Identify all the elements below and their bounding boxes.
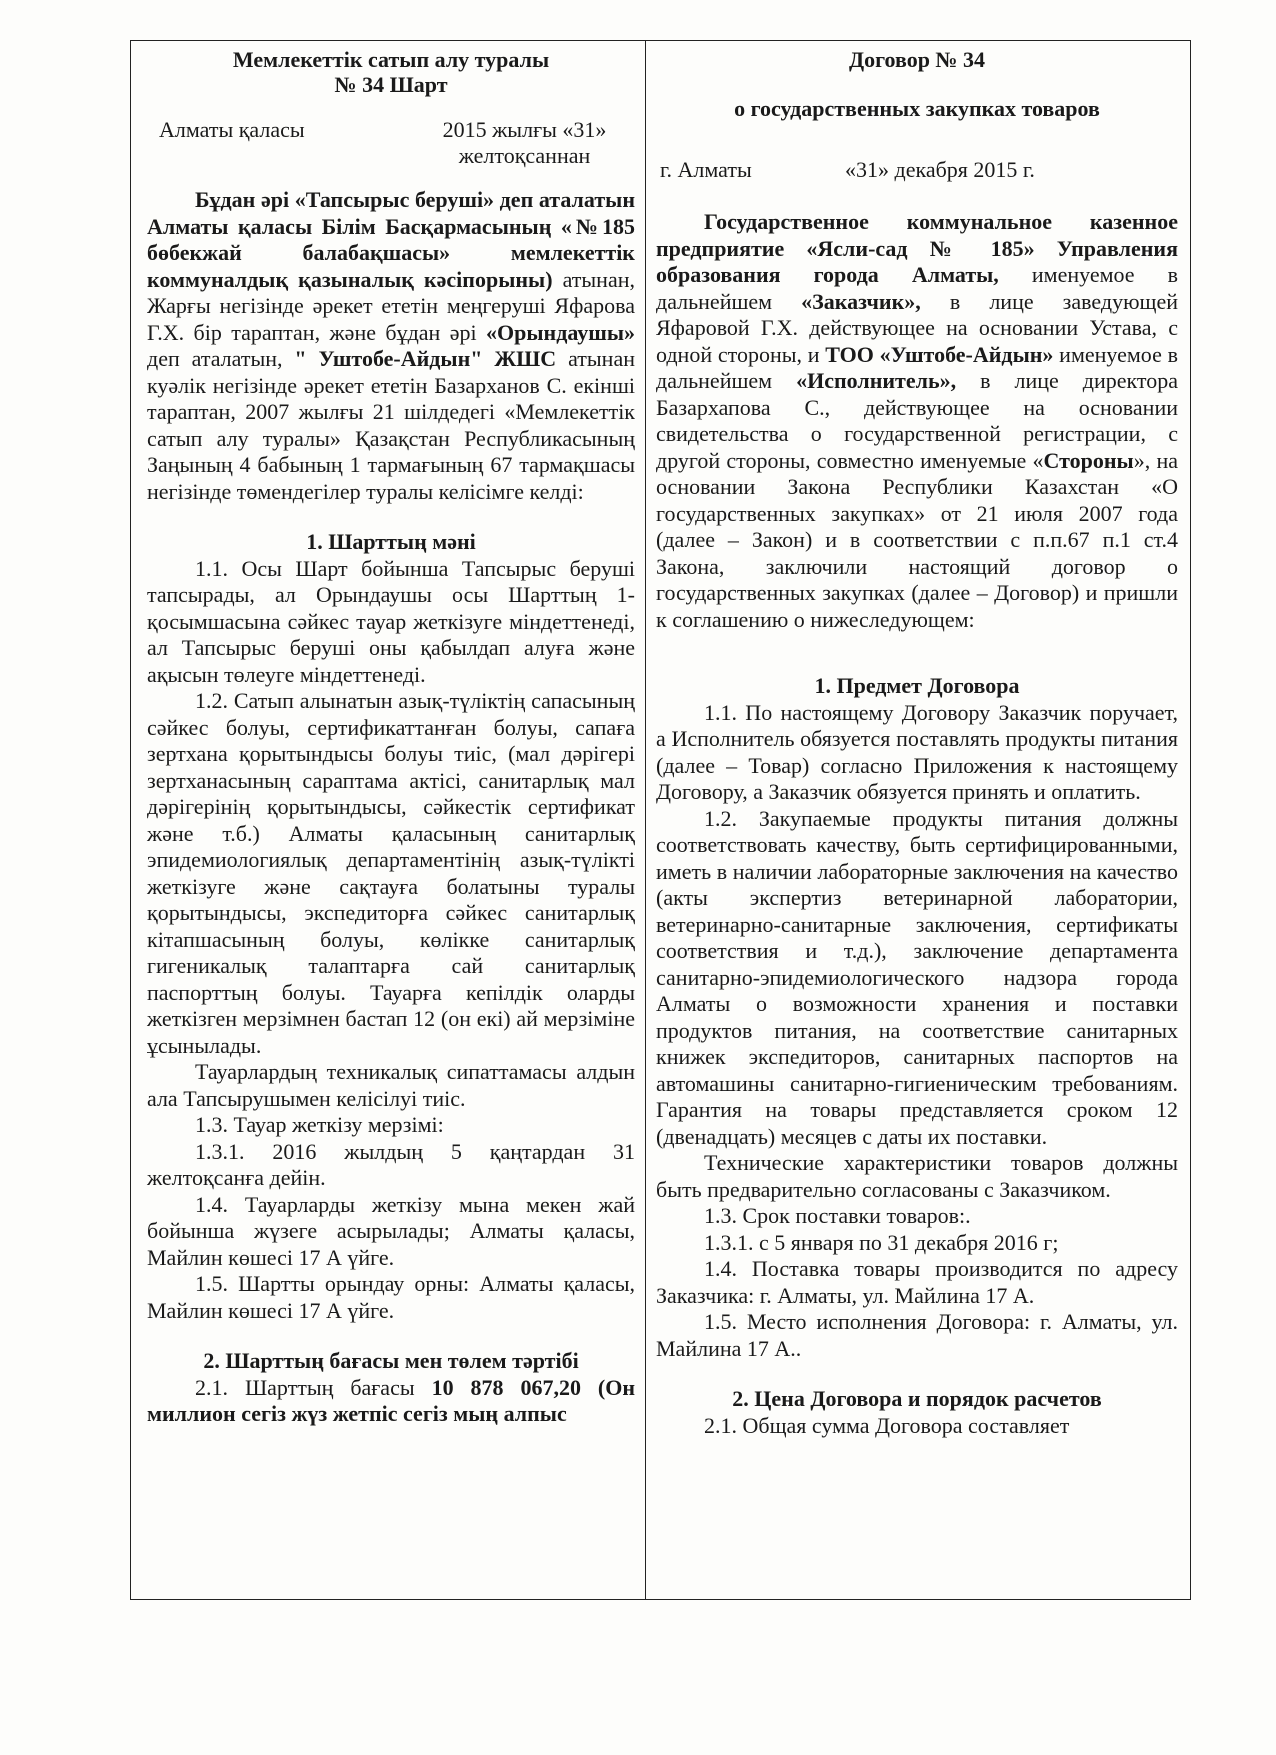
ru-clause-1-5: 1.5. Место исполнения Договора: г. Алматы, ул. Майлина 17 А.. xyxy=(656,1309,1178,1361)
kz-title-line-1: Мемлекеттік сатып алу туралы xyxy=(232,47,550,72)
ru-clause-1-1: 1.1. По настоящему Договору Заказчик поручает, а Исполнитель обязуется поставлять продукты питания (далее – Товар) согласно Приложения к настоящему Договору, а Заказчик обязуется принять и оплатить. xyxy=(656,699,1178,804)
ru-city: г. Алматы xyxy=(660,157,752,182)
kz-place-date xyxy=(147,117,635,169)
ru-preamble: Государственное коммунальное казенное предприятие «Ясли-сад № 185» Управления образования города Алматы, именуемое в дальнейшем «Заказчик», в лице заведующей Яфаровой Г.Х. действующее на основании Устава, с одной стороны, и ТОО «Уштобе-Айдын» именуемое в дальнейшем «Исполнитель», в лице директора Базархапова С., действующее на основании свидетельства о государственной регистрации, с другой стороны, совместно именуемые «Стороны», на основании Закона Республики Казахстан «О государственных закупках» от 21 июля 2007 года (далее – Закон) и в соответствии с п.п.67 п.1 ст.4 Закона, заключили настоящий договор о государственных закупках (далее – Договор) и пришли к соглашению о нижеследующем: xyxy=(656,209,1178,632)
kz-clause-1-3-1: 1.3.1. 2016 жылдың 5 қаңтардан 31 желтоқсанға дейін. xyxy=(147,1138,635,1190)
ru-clause-2-1: 2.1. Общая сумма Договора составляет xyxy=(704,1412,1070,1438)
kz-preamble: Бұдан әрі «Тапсырыс беруші» деп аталатын Алматы қаласы Білім Басқармасының «№185 бөбекжай балабақшасы» мемлекеттік коммуналдық қазыналық кәсіпорыны) атынан, Жарғы негізінде әрекет ететін меңгеруші Яфарова Г.Х. бір тараптан, және бұдан әрі «Орындаушы» деп аталатын, " Уштобе-Айдын" ЖШС атынан куәлік негізінде әрекет ететін Базарханов С. екінші тараптан, 2007 жылғы 21 шілдедегі «Мемлекеттік сатып алу туралы» Қазақстан Республикасының Заңының 4 бабының 1 тармағының 67 тармақшасы негізінде төмендегілер туралы келісімге келді: xyxy=(147,187,635,504)
kz-clause-2-1: 2.1. Шарттың бағасы 10 878 067,20 (Он миллион сегіз жүз жетпіс сегіз мың алпыс xyxy=(147,1374,635,1426)
ru-clause-1-3-1: 1.3.1. с 5 января по 31 декабря 2016 г; xyxy=(704,1229,1059,1255)
ru-clause-tech: Технические характеристики товаров должны быть предварительно согласованы с Заказчиком. xyxy=(656,1150,1178,1202)
kz-clause-1-4: 1.4. Тауарларды жеткізу мына мекен жай бойынша жүзеге асырылады; Алматы қаласы, Майлин көшесі 17 А үйге. xyxy=(147,1191,635,1270)
ru-section-2-heading: 2. Цена Договора и порядок расчетов xyxy=(732,1386,1102,1411)
ru-title-line-1: Договор № 34 xyxy=(848,47,986,72)
kz-section-1-heading: 1. Шарттың мәні xyxy=(306,529,476,554)
bilingual-contract-table xyxy=(130,40,1191,1600)
kz-section-2-heading: 2. Шарттың бағасы мен төлем тәртібі xyxy=(203,1348,579,1373)
russian-column xyxy=(646,41,1190,1599)
ru-clause-1-2: 1.2. Закупаемые продукты питания должны соответствовать качеству, быть сертифицированными, иметь в наличии лабораторные заключения на качество (акты экспертиз ветеринарной лаборатории, ветеринарно-санитарные заключения, сертификаты соответствия и т.д.), заключение департамента санитарно-эпидемиологического надзора города Алматы о возможности хранения и поставки продуктов питания, на соответствие санитарных книжек экспедиторов, санитарных паспортов на автомашины санитарно-гигиеническим требованиям. Гарантия на товары представляется сроком 12 (двенадцать) месяцев с даты их поставки. xyxy=(656,805,1178,1149)
kz-clause-1-5: 1.5. Шартты орындау орны: Алматы қаласы, Майлин көшесі 17 А үйге. xyxy=(147,1271,635,1323)
ru-date: «31» декабря 2015 г. xyxy=(845,157,1035,182)
kz-clause-1-1: 1.1. Осы Шарт бойынша Тапсырыс беруші тапсырады, ал Орындаушы осы Шарттың 1-қосымшасына сәйкес тауар жеткізуге міндеттенеді, ал Тапсырыс беруші оны қабылдап алуға және ақысын төлеуге міндеттенеді. xyxy=(147,555,635,687)
kz-date-line-2: желтоқсаннан xyxy=(458,143,591,168)
kz-clause-1-3: 1.3. Тауар жеткізу мерзімі: xyxy=(195,1112,444,1137)
ru-clause-1-4: 1.4. Поставка товары производится по адресу Заказчика: г. Алматы, ул. Майлина 17 А. xyxy=(656,1256,1178,1308)
ru-title-line-2: о государственных закупках товаров xyxy=(734,96,1100,121)
ru-clause-1-3: 1.3. Срок поставки товаров:. xyxy=(704,1203,971,1228)
kz-date xyxy=(404,117,635,169)
kazakh-column xyxy=(131,41,646,1599)
kz-clause-tech: Тауарлардың техникалық сипаттамасы алдын ала Тапсырушымен келісілуі тиіс. xyxy=(147,1059,635,1111)
ru-section-1-heading: 1. Предмет Договора xyxy=(814,673,1020,698)
kz-date-line-1: 2015 жылғы «31» xyxy=(442,117,607,142)
kz-title-line-2: № 34 Шарт xyxy=(334,72,448,97)
ru-place-date xyxy=(656,157,1178,183)
kz-city: Алматы қаласы xyxy=(159,117,305,142)
kz-clause-1-2: 1.2. Сатып алынатын азық-түліктің сапасының сәйкес болуы, сертификаттанған болуы, сапаға зертхана қорытындысы болуы тиіс, (мал дәрігері зертханасының сараптама актісі, санитарлық мал дәрігерінің қорытындысы, сәйкестік сертификат және т.б.) Алматы қаласының санитарлық эпидемиологиялық департаментінің азық-түлікті жеткізуге және сақтауға болатыны туралы қорытындысы, экспедиторға сәйкес санитарлық кітапшасының болуы, көлікке санитарлық гигеникалық талаптарға сай санитарлық паспорттың болуы. Тауарға кепілдік оларды жеткізген мерзімнен бастап 12 (он екі) ай мерзіміне ұсынылады. xyxy=(147,688,635,1058)
